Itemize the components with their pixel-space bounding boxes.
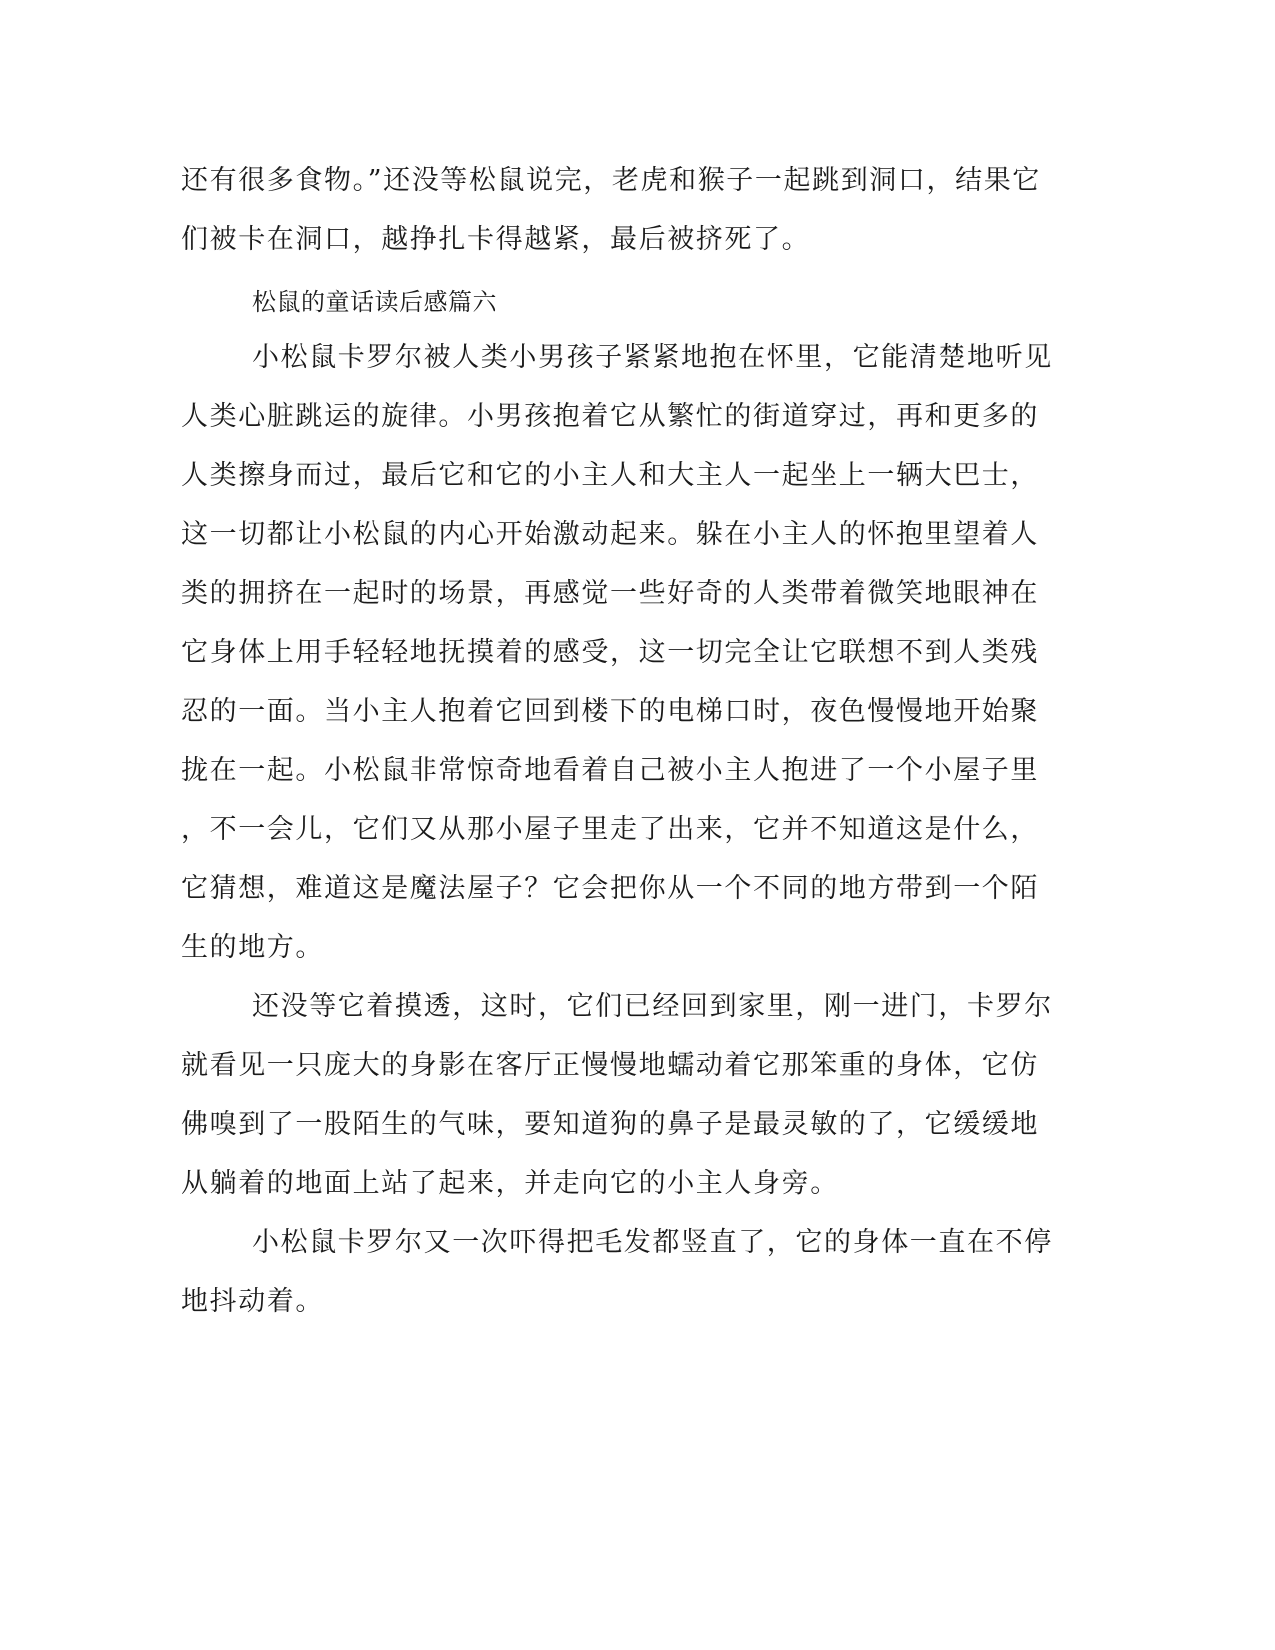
text-line: 们被卡在洞口，越挣扎卡得越紧，最后被挤死了。 (181, 224, 811, 255)
text-line: 佛嗅到了一股陌生的气味，要知道狗的鼻子是最灵敏的了，它缓缓地 (181, 1109, 1039, 1140)
text-line: 它身体上用手轻轻地抚摸着的感受，这一切完全让它联想不到人类残 (181, 637, 1039, 668)
text-line: 还没等它着摸透，这时，它们已经回到家里，刚一进门，卡罗尔 (252, 991, 1053, 1022)
text-line: 忍的一面。当小主人抱着它回到楼下的电梯口时，夜色慢慢地开始聚 (181, 696, 1039, 727)
text-line: 人类心脏跳运的旋律。小男孩抱着它从繁忙的街道穿过，再和更多的 (181, 401, 1039, 432)
text-line: ，不一会儿，它们又从那小屋子里走了出来，它并不知道这是什么， (181, 814, 1039, 845)
text-line: 类的拥挤在一起时的场景，再感觉一些好奇的人类带着微笑地眼神在 (181, 578, 1039, 609)
text-line: 生的地方。 (181, 932, 324, 963)
text-line: 地抖动着。 (181, 1286, 324, 1317)
section-heading: 松鼠的童话读后感篇六 (252, 288, 497, 316)
text-line: 人类擦身而过，最后它和它的小主人和大主人一起坐上一辆大巴士， (181, 460, 1039, 491)
text-line: 它猜想，难道这是魔法屋子？它会把你从一个不同的地方带到一个陌 (181, 873, 1039, 904)
text-line: 从躺着的地面上站了起来，并走向它的小主人身旁。 (181, 1168, 839, 1199)
text-line: 小松鼠卡罗尔又一次吓得把毛发都竖直了，它的身体一直在不停 (252, 1227, 1053, 1258)
text-line: 就看见一只庞大的身影在客厅正慢慢地蠕动着它那笨重的身体，它仿 (181, 1050, 1039, 1081)
text-line: 还有很多食物。”还没等松鼠说完，老虎和猴子一起跳到洞口，结果它 (181, 165, 1041, 196)
text-line: 拢在一起。小松鼠非常惊奇地看着自己被小主人抱进了一个小屋子里 (181, 755, 1039, 786)
text-line: 小松鼠卡罗尔被人类小男孩子紧紧地抱在怀里，它能清楚地听见 (252, 342, 1053, 373)
text-line: 这一切都让小松鼠的内心开始激动起来。躲在小主人的怀抱里望着人 (181, 519, 1039, 550)
